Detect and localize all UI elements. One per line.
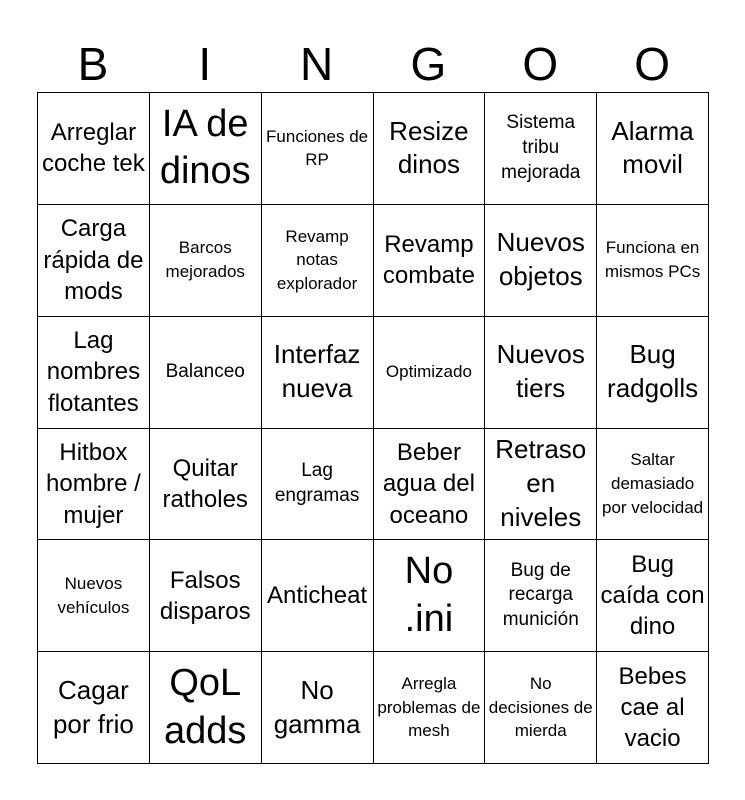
- header-letter-o: O: [522, 38, 559, 90]
- bingo-cell[interactable]: Quitar ratholes: [150, 429, 262, 541]
- bingo-cell[interactable]: Alarma movil: [597, 93, 709, 205]
- header-letter-g: G: [410, 38, 447, 90]
- bingo-cell[interactable]: Hitbox hombre / mujer: [38, 429, 150, 541]
- bingo-cell[interactable]: Carga rápida de mods: [38, 205, 150, 317]
- bingo-cell[interactable]: Cagar por frio: [38, 652, 150, 764]
- bingo-cell[interactable]: Saltar demasiado por velocidad: [597, 429, 709, 541]
- bingo-cell[interactable]: Revamp combate: [374, 205, 486, 317]
- bingo-cell[interactable]: Retraso en niveles: [485, 429, 597, 541]
- bingo-cell[interactable]: Lag engramas: [262, 429, 374, 541]
- bingo-cell[interactable]: Optimizado: [374, 317, 486, 429]
- bingo-cell[interactable]: Lag nombres flotantes: [38, 317, 150, 429]
- bingo-board: [37, 92, 709, 764]
- header-letter-b: B: [77, 38, 109, 90]
- bingo-cell[interactable]: Arreglar coche tek: [38, 93, 150, 205]
- bingo-cell[interactable]: Nuevos objetos: [485, 205, 597, 317]
- header-letter-n: N: [299, 38, 334, 90]
- bingo-cell[interactable]: Balanceo: [150, 317, 262, 429]
- bingo-cell[interactable]: Falsos disparos: [150, 540, 262, 652]
- bingo-header: [37, 36, 708, 92]
- bingo-cell[interactable]: Interfaz nueva: [262, 317, 374, 429]
- bingo-cell[interactable]: Bebes cae al vacio: [597, 652, 709, 764]
- bingo-cell[interactable]: Sistema tribu mejorada: [485, 93, 597, 205]
- bingo-cell[interactable]: Funciona en mismos PCs: [597, 205, 709, 317]
- bingo-cell[interactable]: No decisiones de mierda: [485, 652, 597, 764]
- bingo-cell[interactable]: No gamma: [262, 652, 374, 764]
- header-letter-o-2: O: [634, 38, 670, 90]
- header-letter-i: I: [198, 38, 212, 90]
- bingo-cell[interactable]: Anticheat: [262, 540, 374, 652]
- bingo-cell[interactable]: Barcos mejorados: [150, 205, 262, 317]
- bingo-cell[interactable]: IA de dinos: [150, 93, 262, 205]
- bingo-cell[interactable]: No .ini: [374, 540, 486, 652]
- bingo-cell[interactable]: Bug caída con dino: [597, 540, 709, 652]
- bingo-cell[interactable]: Revamp notas explorador: [262, 205, 374, 317]
- bingo-cell[interactable]: Funciones de RP: [262, 93, 374, 205]
- bingo-cell[interactable]: Nuevos vehículos: [38, 540, 150, 652]
- bingo-cell[interactable]: Bug radgolls: [597, 317, 709, 429]
- bingo-cell[interactable]: Bug de recarga munición: [485, 540, 597, 652]
- bingo-cell[interactable]: Nuevos tiers: [485, 317, 597, 429]
- bingo-cell[interactable]: QoL adds: [150, 652, 262, 764]
- bingo-cell[interactable]: Resize dinos: [374, 93, 486, 205]
- bingo-cell[interactable]: Arregla problemas de mesh: [374, 652, 486, 764]
- bingo-cell[interactable]: Beber agua del oceano: [374, 429, 486, 541]
